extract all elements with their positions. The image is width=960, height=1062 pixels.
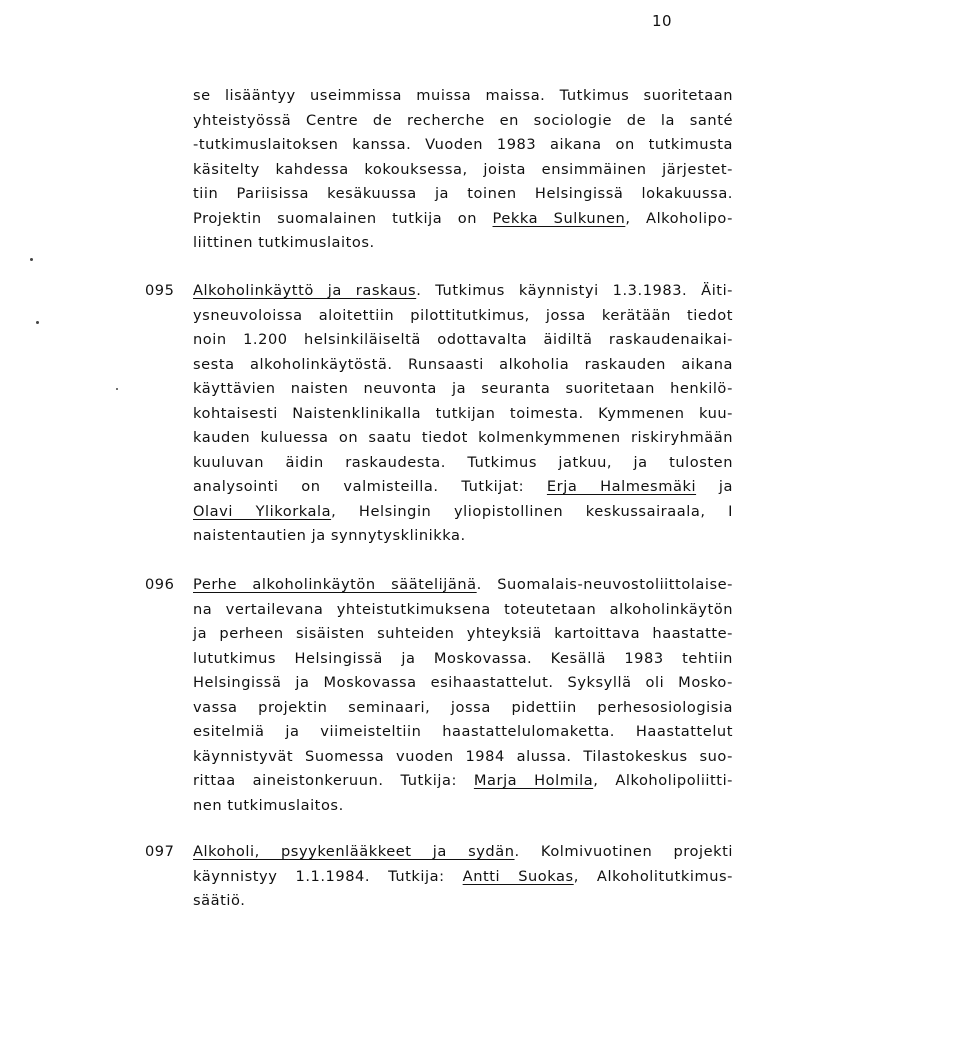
entry-095 — [193, 279, 733, 549]
text-line: -tutkimuslaitoksen kanssa. Vuoden 1983 aikana on tutkimusta — [193, 136, 733, 153]
researcher-name: Antti Suokas — [462, 867, 574, 885]
text-line: rittaa aineistonkeruun. Tutkija: Marja Holmila, Alkoholipoliitti- — [193, 772, 733, 789]
text-line: Olavi Ylikorkala, Helsingin yliopistollinen keskussairaala, I — [193, 502, 734, 520]
text-line: käyttävien naisten neuvonta ja seuranta suoritetaan henkilö- — [193, 380, 733, 397]
text-line: esitelmiä ja viimeisteltiin haastattelulomaketta. Haastattelut — [193, 723, 733, 740]
text-line: sesta alkoholinkäytöstä. Runsaasti alkoholia raskauden aikana — [193, 355, 733, 373]
text-line: tiin Pariisissa kesäkuussa ja toinen Helsingissä lokakuussa. — [193, 185, 733, 202]
scan-speck — [36, 321, 39, 324]
text-line: se lisääntyy useimmissa muissa maissa. Tutkimus suoritetaan — [193, 87, 733, 104]
text-line: käsitelty kahdessa kokouksessa, joista ensimmäinen järjestet- — [193, 160, 733, 178]
text-line: Helsingissä ja Moskovassa esihaastattelut. Syksyllä oli Mosko- — [193, 674, 733, 691]
text-line: vassa projektin seminaari, jossa pidettiin perhesosiologisia — [193, 698, 733, 716]
text-line: analysointi on valmisteilla. Tutkijat: Erja Halmesmäki ja — [193, 478, 733, 495]
page-number: 10 — [652, 12, 673, 30]
text-line: säätiö. — [193, 892, 246, 909]
text-line: lututkimus Helsingissä ja Moskovassa. Kesällä 1983 tehtiin — [193, 649, 733, 667]
scan-speck — [30, 258, 33, 261]
project-title: Perhe alkoholinkäytön säätelijänä — [193, 576, 477, 593]
researcher-name: Erja Halmesmäki — [546, 478, 697, 495]
entry-097 — [193, 840, 733, 914]
text-line: yhteistyössä Centre de recherche en sociologie de la santé — [193, 111, 733, 129]
text-line: ja perheen sisäisten suhteiden yhteyksiä kartoittava haastatte- — [193, 625, 733, 642]
entry-number: 097 — [145, 843, 175, 860]
text-line: ysneuvoloissa aloitettiin pilottitutkimus, jossa kerätään tiedot — [193, 306, 733, 324]
text-line: liittinen tutkimuslaitos. — [193, 234, 375, 251]
text-line: Alkoholi, psyykenlääkkeet ja sydän. Kolmivuotinen projekti — [193, 843, 734, 860]
text-line: kohtaisesti Naistenklinikalla tutkijan toimesta. Kymmenen kuu- — [193, 404, 733, 422]
text-line: Perhe alkoholinkäytön säätelijänä. Suomalais-neuvostoliittolaise- — [193, 576, 734, 593]
text-line: noin 1.200 helsinkiläiseltä odottavalta äidiltä raskaudenaikai- — [193, 331, 733, 348]
entry-number: 096 — [145, 576, 175, 593]
text-line: käynnistyvät Suomessa vuoden 1984 alussa. Tilastokeskus suo- — [193, 747, 733, 765]
text-line: naistentautien ja synnytysklinikka. — [193, 527, 466, 544]
intro-paragraph — [193, 84, 733, 256]
researcher-name: Pekka Sulkunen — [492, 209, 626, 227]
text-line: Projektin suomalainen tutkija on Pekka Sulkunen, Alkoholipo- — [193, 209, 733, 227]
text-line: nen tutkimuslaitos. — [193, 796, 344, 814]
researcher-name: Marja Holmila — [473, 772, 594, 789]
project-title: Alkoholi, psyykenlääkkeet ja sydän — [193, 843, 515, 860]
project-title: Alkoholinkäyttö ja raskaus — [193, 282, 417, 299]
entry-number: 095 — [145, 282, 175, 299]
scan-speck — [116, 388, 118, 390]
text-line: kuuluvan äidin raskaudesta. Tutkimus jatkuu, ja tulosten — [193, 453, 733, 471]
text-line: na vertailevana yhteistutkimuksena toteutetaan alkoholinkäytön — [193, 600, 733, 618]
text-line: käynnistyy 1.1.1984. Tutkija: Antti Suokas, Alkoholitutkimus- — [193, 867, 733, 885]
researcher-name: Olavi Ylikorkala — [193, 502, 332, 520]
text-line: Alkoholinkäyttö ja raskaus. Tutkimus käynnistyi 1.3.1983. Äiti- — [193, 282, 733, 299]
entry-096 — [193, 573, 733, 818]
text-line: kauden kuluessa on saatu tiedot kolmenkymmenen riskiryhmään — [193, 429, 733, 446]
